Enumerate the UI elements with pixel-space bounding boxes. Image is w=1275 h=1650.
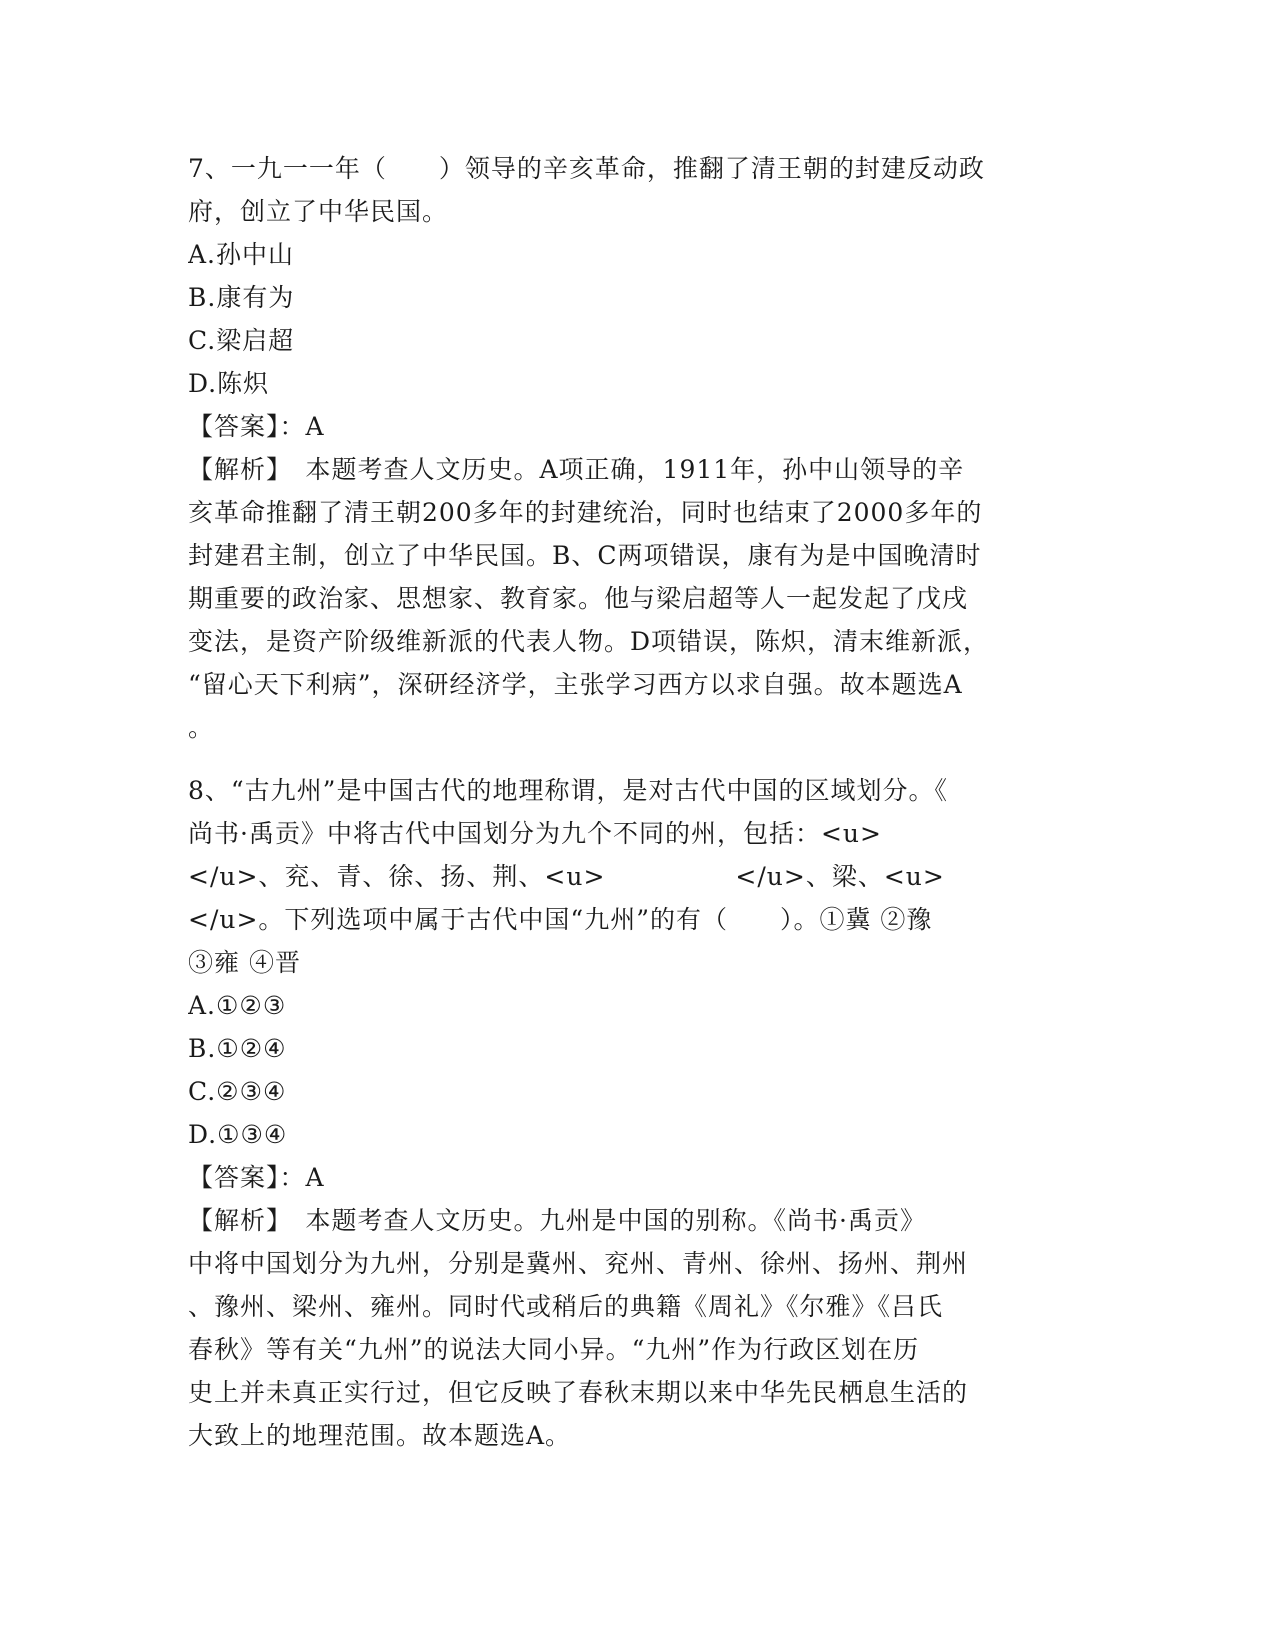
option-c: C.②③④ — [188, 1077, 287, 1106]
analysis-line: 【解析】 本题考查人文历史。A项正确，1911年，孙中山领导的辛 — [188, 455, 965, 484]
answer-line: 【答案】：A — [188, 1163, 325, 1192]
analysis-line: “留心天下利病”，深研经济学，主张学习西方以求自强。故本题选A — [188, 670, 963, 699]
question-8 — [188, 769, 1088, 1457]
question-stem-line: 7、一九一一年（ ）领导的辛亥革命，推翻了清王朝的封建反动政 — [188, 154, 985, 183]
question-stem-line: </u>。下列选项中属于古代中国“九州”的有（ ）。①冀 ②豫 — [188, 905, 933, 934]
question-stem-line: ③雍 ④晋 — [188, 948, 301, 977]
question-stem-line: 府，创立了中华民国。 — [188, 197, 449, 226]
analysis-line: 中将中国划分为九州，分别是冀州、兖州、青州、徐州、扬州、荆州 — [188, 1249, 969, 1278]
question-stem-line: </u>、兖、青、徐、扬、荆、<u> </u>、梁、<u> — [188, 862, 945, 891]
analysis-line: 、豫州、梁州、雍州。同时代或稍后的典籍《周礼》《尔雅》《吕氏 — [188, 1292, 944, 1321]
analysis-line: 封建君主制，创立了中华民国。B、C两项错误，康有为是中国晚清时 — [188, 541, 982, 570]
analysis-line: 变法，是资产阶级维新派的代表人物。D项错误，陈炽，清末维新派， — [188, 627, 990, 656]
analysis-line: 亥革命推翻了清王朝200多年的封建统治，同时也结束了2000多年的 — [188, 498, 983, 527]
option-d: D.①③④ — [188, 1120, 288, 1149]
question-spacer — [188, 749, 1088, 769]
option-a: A.①②③ — [188, 991, 287, 1020]
analysis-line: 【解析】 本题考查人文历史。九州是中国的别称。《尚书·禹贡》 — [188, 1206, 926, 1235]
option-a: A.孙中山 — [188, 240, 295, 269]
analysis-line: 期重要的政治家、思想家、教育家。他与梁启超等人一起发起了戊戌 — [188, 584, 969, 613]
question-stem-line: 尚书·禹贡》中将古代中国划分为九个不同的州，包括：<u> — [188, 819, 882, 848]
page-content — [188, 147, 1088, 1457]
option-b: B.康有为 — [188, 283, 295, 312]
question-7 — [188, 147, 1088, 749]
option-c: C.梁启超 — [188, 326, 295, 355]
analysis-line: 春秋》等有关“九州”的说法大同小异。“九州”作为行政区划在历 — [188, 1335, 920, 1364]
analysis-line: 史上并未真正实行过，但它反映了春秋末期以来中华先民栖息生活的 — [188, 1378, 969, 1407]
option-d: D.陈炽 — [188, 369, 270, 398]
option-b: B.①②④ — [188, 1034, 287, 1063]
answer-line: 【答案】：A — [188, 412, 325, 441]
question-stem-line: 8、“古九州”是中国古代的地理称谓，是对古代中国的区域划分。《 — [188, 776, 948, 805]
analysis-line: 大致上的地理范围。故本题选A。 — [188, 1421, 572, 1450]
analysis-line: 。 — [188, 713, 215, 742]
